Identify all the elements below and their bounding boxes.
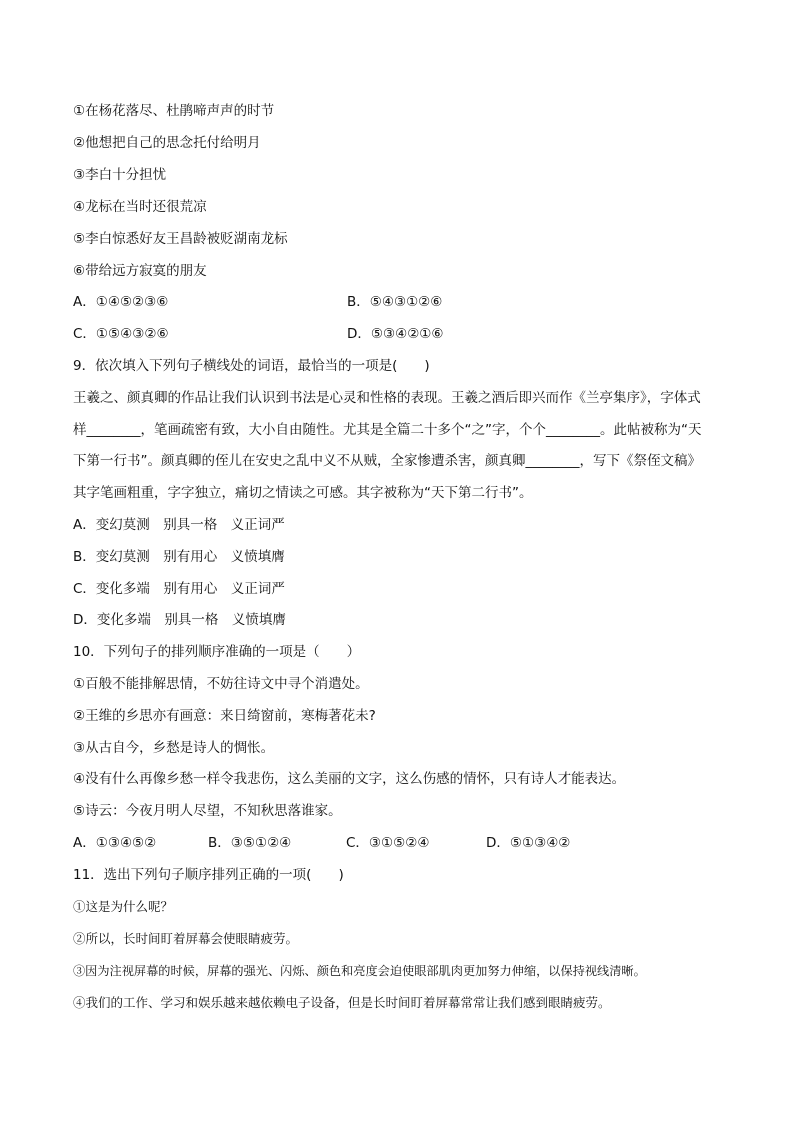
q10-option-a[interactable]: A．①③④⑤② bbox=[73, 835, 157, 851]
q9-passage-line-1: 王羲之、颜真卿的作品让我们认识到书法是心灵和性格的表现。王羲之酒后即兴而作《兰亭集序》，字体式 bbox=[73, 390, 701, 406]
q10-item-1: ①百般不能排解思情，不妨往诗文中寻个消遣处。 bbox=[73, 676, 369, 692]
q8-item-1: ①在杨花落尽、杜鹃啼声声的时节 bbox=[73, 103, 275, 119]
q10-option-c[interactable]: C．③①⑤②④ bbox=[346, 835, 430, 851]
q11-item-2: ②所以，长时间盯着屏幕会使眼睛疲劳。 bbox=[73, 931, 299, 946]
q9-passage-line-3: 下第一行书”。颜真卿的侄儿在安史之乱中义不从贼，全家惨遭杀害，颜真卿________，写下《祭侄文稿》 bbox=[73, 453, 701, 469]
q9-stem: 9．依次填入下列句子横线处的词语，最恰当的一项是( ) bbox=[73, 358, 430, 374]
q10-item-5: ⑤诗云：今夜月明人尽望，不知秋思落谁家。 bbox=[73, 803, 342, 819]
q11-item-4: ④我们的工作、学习和娱乐越来越依赖电子设备，但是长时间盯着屏幕常常让我们感到眼睛疲劳。 bbox=[73, 995, 611, 1010]
q8-option-row-1 bbox=[73, 293, 168, 311]
q9-option-a[interactable]: A．变幻莫测 别具一格 义正词严 bbox=[73, 517, 285, 533]
q10-item-2: ②王维的乡思亦有画意：来日绮窗前，寒梅著花未? bbox=[73, 708, 376, 724]
q8-item-5: ⑤李白惊悉好友王昌龄被贬湖南龙标 bbox=[73, 231, 288, 247]
q9-passage-line-2: 样________，笔画疏密有致，大小自由随性。尤其是全篇二十多个“之”字，个个________。此帖被称为“天 bbox=[73, 422, 702, 438]
q9-passage-line-4: 其字笔画粗重，字字独立，痛切之情读之可感。其字被称为“天下第二行书”。 bbox=[73, 485, 533, 501]
q8-item-2: ②他想把自己的思念托付给明月 bbox=[73, 135, 261, 151]
q10-option-d[interactable]: D．⑤①③④② bbox=[486, 835, 571, 851]
q10-stem: 10．下列句子的排列顺序准确的一项是（ ） bbox=[73, 644, 361, 660]
q8-option-b[interactable]: B．⑤④③①②⑥ bbox=[347, 294, 443, 310]
q8-item-3: ③李白十分担忧 bbox=[73, 167, 167, 183]
q8-option-a[interactable]: A．①④⑤②③⑥ bbox=[73, 294, 169, 310]
q8-option-d[interactable]: D．⑤③④②①⑥ bbox=[347, 326, 444, 342]
q8-item-6: ⑥带给远方寂寞的朋友 bbox=[73, 263, 207, 279]
q8-item-4: ④龙标在当时还很荒凉 bbox=[73, 199, 207, 215]
q9-option-d[interactable]: D．变化多端 别具一格 义愤填膺 bbox=[73, 612, 286, 628]
q10-item-3: ③从古自今，乡愁是诗人的惆怅。 bbox=[73, 740, 275, 756]
q9-option-b[interactable]: B．变幻莫测 别有用心 义愤填膺 bbox=[73, 549, 285, 565]
q11-stem: 11．选出下列句子顺序排列正确的一项( ) bbox=[73, 867, 344, 883]
q8-option-c[interactable]: C．①⑤④③②⑥ bbox=[73, 326, 169, 342]
q10-item-4: ④没有什么再像乡愁一样令我悲伤，这么美丽的文字，这么伤感的情怀，只有诗人才能表达。 bbox=[73, 771, 626, 787]
q11-item-1: ①这是为什么呢？ bbox=[73, 899, 174, 914]
q11-item-3: ③因为注视屏幕的时候，屏幕的强光、闪烁、颜色和亮度会迫使眼部肌肉更加努力伸缩，以保持视线清晰。 bbox=[73, 964, 646, 978]
q9-option-c[interactable]: C．变化多端 别有用心 义正词严 bbox=[73, 581, 285, 597]
q10-option-b[interactable]: B．③⑤①②④ bbox=[208, 835, 292, 851]
